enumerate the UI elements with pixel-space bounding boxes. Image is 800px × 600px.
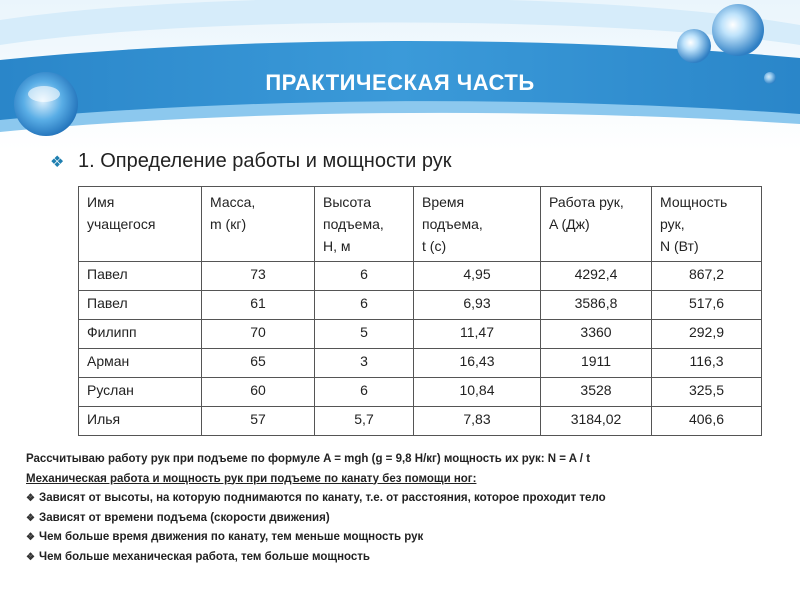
header-cell-height [315,187,414,262]
list-item [26,509,786,529]
value-cell: 3184,02 [541,407,652,436]
table-header-row [79,187,762,262]
value-cell: 57 [202,407,315,436]
header-cell-power [652,187,762,262]
header-line: Имя [87,194,115,210]
value-cell: 7,83 [414,407,541,436]
value-cell: 3 [315,349,414,378]
value-cell: 6 [315,378,414,407]
value-cell: 16,43 [414,349,541,378]
list-item [26,489,786,509]
table-row [79,262,762,291]
value-cell: 292,9 [652,320,762,349]
header-line: Время [422,194,465,210]
header-line: подъема, [323,216,384,232]
value-cell: 325,5 [652,378,762,407]
header-cell-work [541,187,652,262]
list-item-text: Чем больше время движения по канату, тем меньше мощность рук [39,531,424,543]
value-cell: 10,84 [414,378,541,407]
value-cell: 73 [202,262,315,291]
slide-title: ПРАКТИЧЕСКАЯ ЧАСТЬ [265,70,535,95]
conclusions-list [26,489,786,567]
value-cell: 65 [202,349,315,378]
student-name-cell: Арман [79,349,202,378]
value-cell: 4,95 [414,262,541,291]
value-cell: 116,3 [652,349,762,378]
header-line: Высота [323,194,372,210]
value-cell: 6,93 [414,291,541,320]
section-title: 1. Определение работы и мощности рук [78,150,452,172]
table-row [79,378,762,407]
diamond-bullet-icon: ❖ [26,512,35,524]
table-row [79,407,762,436]
header-cell-mass [202,187,315,262]
header-line: t (c) [422,238,447,254]
header-line: A (Дж) [549,216,590,232]
student-name-cell: Павел [79,291,202,320]
list-item-text: Зависят от времени подъема (скорости движения) [39,511,330,524]
header-line: H, м [323,238,351,254]
table-row [79,320,762,349]
header-line: Работа рук, [549,194,624,210]
section-heading [50,150,452,173]
value-cell: 3528 [541,378,652,407]
notes-heading: Механическая работа и мощность рук при подъеме по канату без помощи ног: [26,472,477,485]
student-name-cell: Илья [79,407,202,436]
results-table [78,186,762,436]
notes-block [26,450,786,567]
student-name-cell: Руслан [79,378,202,407]
diamond-bullet-icon: ❖ [26,532,35,543]
value-cell: 5 [315,320,414,349]
value-cell: 3586,8 [541,291,652,320]
value-cell: 6 [315,262,414,291]
diamond-bullet-icon: ❖ [26,493,35,504]
value-cell: 3360 [541,320,652,349]
value-cell: 5,7 [315,407,414,436]
student-name-cell: Павел [79,262,202,291]
list-item-text: Чем больше механическая работа, тем больше мощность [39,550,371,563]
diamond-bullet-icon: ❖ [50,153,65,171]
value-cell: 4292,4 [541,262,652,291]
value-cell: 867,2 [652,262,762,291]
value-cell: 406,6 [652,407,762,436]
value-cell: 60 [202,378,315,407]
header-cell-time [414,187,541,262]
student-name-cell: Филипп [79,320,202,349]
header-line: Мощность [660,194,728,210]
value-cell: 517,6 [652,291,762,320]
list-item-text: Зависят от высоты, на которую поднимаются по канату, т.е. от расстояния, которое проходит тело [39,492,606,504]
value-cell: 61 [202,291,315,320]
table-row [79,349,762,378]
diamond-bullet-icon: ❖ [26,551,35,563]
value-cell: 11,47 [414,320,541,349]
value-cell: 70 [202,320,315,349]
header-line: рук, [660,216,685,232]
list-item [26,548,786,568]
header-cell-name [79,187,202,262]
header-line: Масса, [210,194,256,210]
header-line: N (Вт) [660,238,699,254]
list-item [26,528,786,548]
table-row [79,291,762,320]
header-line: подъема, [422,216,483,232]
header-line: учащегося [87,216,156,232]
value-cell: 6 [315,291,414,320]
value-cell: 1911 [541,349,652,378]
header-line: m (кг) [210,216,247,232]
formula-text: Рассчитываю работу рук при подъеме по формуле A = mgh (g = 9,8 Н/кг) мощность их рук: N = A / t [26,453,591,465]
